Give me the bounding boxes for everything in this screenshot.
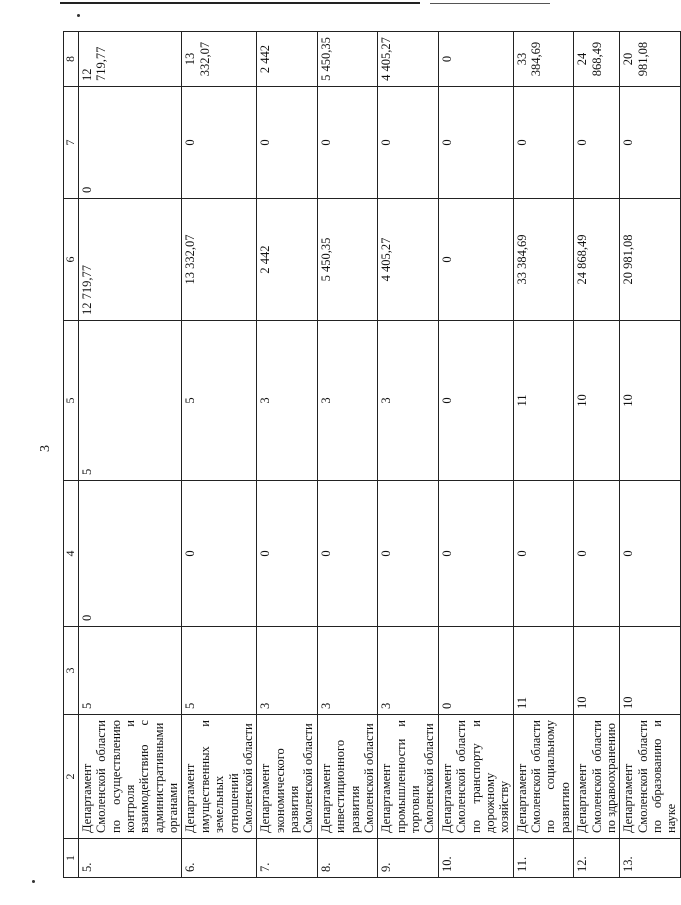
cell-col8: 0 (438, 32, 513, 87)
cell-col5: 10 (620, 321, 681, 481)
cell-col8: 5 450,35 (317, 32, 378, 87)
cell-col5: 3 (378, 321, 439, 481)
cell-col7: 0 (317, 87, 378, 199)
cell-col7: 0 (574, 87, 620, 199)
table-row (257, 32, 318, 878)
cell-col3: 3 (378, 627, 439, 715)
cell-col8: 13 332,07 (182, 32, 257, 87)
scan-mark (77, 14, 80, 17)
table-row (378, 32, 439, 878)
header-cell: 8 (64, 32, 79, 87)
department-name: Департамент экономического развития Смоленской области (257, 715, 318, 839)
cell-col4: 0 (257, 481, 318, 627)
cell-col6: 0 (438, 199, 513, 321)
cell-col4: 0 (317, 481, 378, 627)
table-row (620, 32, 681, 878)
scan-mark (32, 880, 35, 883)
department-name: Департамент инвестиционного развития Смоленской области (317, 715, 378, 839)
cell-col5: 0 (438, 321, 513, 481)
cell-col6: 33 384,69 (513, 199, 574, 321)
cell-col5: 10 (574, 321, 620, 481)
cell-col3: 10 (574, 627, 620, 715)
row-number: 11. (513, 839, 574, 878)
cell-col6: 13 332,07 (182, 199, 257, 321)
row-number: 12. (574, 839, 620, 878)
cell-col8: 4 405,27 (378, 32, 439, 87)
department-name: Департамент имущественных и земельных отношений Смоленской области (182, 715, 257, 839)
cell-col6: 5 450,35 (317, 199, 378, 321)
header-cell: 7 (64, 87, 79, 199)
cell-col7: 0 (378, 87, 439, 199)
cell-col5: 3 (257, 321, 318, 481)
header-cell: 2 (64, 715, 79, 839)
cell-col8: 20 981,08 (620, 32, 681, 87)
header-cell: 6 (64, 199, 79, 321)
row-number: 9. (378, 839, 439, 878)
cell-col7: 0 (513, 87, 574, 199)
header-cell: 5 (64, 321, 79, 481)
row-number: 13. (620, 839, 681, 878)
cell-col4: 0 (378, 481, 439, 627)
cell-col3: 11 (513, 627, 574, 715)
cell-col4: 0 (182, 481, 257, 627)
row-number: 5. (78, 839, 182, 878)
table-row (78, 32, 182, 878)
cell-col3: 3 (317, 627, 378, 715)
cell-col7: 0 (257, 87, 318, 199)
cell-col3: 0 (438, 627, 513, 715)
cell-col7: 0 (620, 87, 681, 199)
cell-col6: 24 868,49 (574, 199, 620, 321)
cell-col5: 3 (317, 321, 378, 481)
cell-col4: 0 (78, 481, 182, 627)
cell-col3: 3 (257, 627, 318, 715)
cell-col7: 0 (78, 87, 182, 199)
department-name: Департамент промышленности и торговли Смоленской области (378, 715, 439, 839)
header-cell: 3 (64, 627, 79, 715)
cell-col6: 20 981,08 (620, 199, 681, 321)
department-name: Департамент Смоленской области по транспорту и дорожному хозяйству (438, 715, 513, 839)
department-name: Департамент Смоленской области по социальному развитию (513, 715, 574, 839)
department-name: Департамент Смоленской области по здравоохранению (574, 715, 620, 839)
cell-col7: 0 (182, 87, 257, 199)
row-number: 10. (438, 839, 513, 878)
department-name: Департамент Смоленской области по осуществлению контроля и взаимодействию с административными органами (78, 715, 182, 839)
cell-col3: 5 (78, 627, 182, 715)
cell-col3: 5 (182, 627, 257, 715)
row-number: 7. (257, 839, 318, 878)
page-number: 3 (38, 445, 53, 452)
cell-col8: 33 384,69 (513, 32, 574, 87)
row-number: 6. (182, 839, 257, 878)
cell-col4: 0 (438, 481, 513, 627)
cell-col5: 11 (513, 321, 574, 481)
cell-col6: 2 442 (257, 199, 318, 321)
table-row (317, 32, 378, 878)
table-row (513, 32, 574, 878)
header-cell: 4 (64, 481, 79, 627)
table-row (438, 32, 513, 878)
cell-col8: 24 868,49 (574, 32, 620, 87)
table-row (182, 32, 257, 878)
cell-col8: 12 719,77 (78, 32, 182, 87)
cell-col8: 2 442 (257, 32, 318, 87)
top-rule (60, 2, 420, 4)
department-name: Департамент Смоленской области по образованию и науке (620, 715, 681, 839)
cell-col5: 5 (78, 321, 182, 481)
budget-table (63, 31, 681, 878)
cell-col4: 0 (574, 481, 620, 627)
row-number: 8. (317, 839, 378, 878)
top-rule-secondary (430, 3, 550, 4)
cell-col5: 5 (182, 321, 257, 481)
cell-col7: 0 (438, 87, 513, 199)
header-cell: 1 (64, 839, 79, 878)
cell-col6: 12 719,77 (78, 199, 182, 321)
header-row (64, 32, 79, 878)
cell-col6: 4 405,27 (378, 199, 439, 321)
table-row (574, 32, 620, 878)
cell-col4: 0 (513, 481, 574, 627)
cell-col3: 10 (620, 627, 681, 715)
rotated-table-container (63, 32, 679, 878)
cell-col4: 0 (620, 481, 681, 627)
